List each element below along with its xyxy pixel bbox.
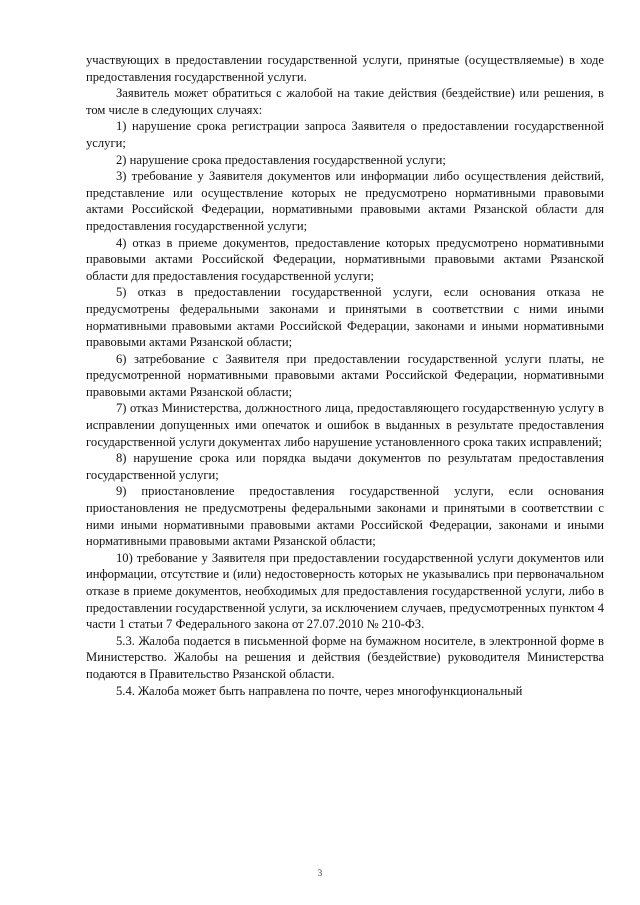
list-item-1: 1) нарушение срока регистрации запроса Заявителя о предоставлении государственной услуги; xyxy=(86,119,604,150)
page-number: 3 xyxy=(317,868,323,878)
list-item-7: 7) отказ Министерства, должностного лица, предоставляющего государственную услугу в исправлении допущенных ими опечаток и ошибок в выданных в результате предоставления государственной услуги документах либо нарушение установленного срока таких исправлений; xyxy=(86,401,604,449)
section-5-4: 5.4. Жалоба может быть направлена по почте, через многофункциональный xyxy=(116,683,523,698)
list-item-8: 8) нарушение срока или порядка выдачи документов по результатам предоставления государственной услуги; xyxy=(86,451,604,482)
list-item-4: 4) отказ в приеме документов, предоставление которых предусмотрено нормативными правовыми актами Российской Федерации, нормативными правовыми актами Рязанской области для предоставления государственной услуги; xyxy=(86,235,604,283)
paragraph-complaint-cases: Заявитель может обратиться с жалобой на такие действия (бездействие) или решения, в том числе в следующих случаях: xyxy=(86,86,604,117)
paragraph-intro-continuation: участвующих в предоставлении государственной услуги, принятые (осуществляемые) в ходе предоставления государственной услуги. xyxy=(86,53,604,84)
section-5-3: 5.3. Жалоба подается в письменной форме на бумажном носителе, в электронной форме в Министерство. Жалобы на решения и действия (бездействие) руководителя Министерства подаются в Правительство Рязанской области. xyxy=(86,633,604,681)
list-item-3: 3) требование у Заявителя документов или информации либо осуществления действий, представление или осуществление которых не предусмотрено нормативными правовыми актами Российской Федерации, нормативными правовыми актами Рязанской области для предоставления государственной услуги; xyxy=(86,169,604,233)
list-item-2: 2) нарушение срока предоставления государственной услуги; xyxy=(116,152,446,167)
body-text xyxy=(86,52,604,699)
list-item-9: 9) приостановление предоставления государственной услуги, если основания приостановления не предусмотрены федеральными законами и принятыми в соответствии с ними иными нормативными правовыми актами Российской Федерации, законами и иными нормативными правовыми актами Рязанской области; xyxy=(86,484,604,549)
list-item-10: 10) требование у Заявителя при предоставлении государственной услуги документов или информации, отсутствие и (или) недостоверность которых не указывались при первоначальном отказе в приеме документов, необходимых для предоставления государственной услуги, либо в предоставлении государственной услуги, за исключением случаев, предусмотренных пунктом 4 части 1 статьи 7 Федерального закона от 27.07.2010 № 210-ФЗ. xyxy=(86,550,604,632)
list-item-6: 6) затребование с Заявителя при предоставлении государственной услуги платы, не предусмотренной нормативными правовыми актами Российской Федерации, нормативными правовыми актами Рязанской области; xyxy=(86,351,604,399)
list-item-5: 5) отказ в предоставлении государственной услуги, если основания отказа не предусмотрены федеральными законами и принятыми в соответствии с ними иными нормативными правовыми актами Российской Федерации, законами и иными нормативными правовыми актами Рязанской области; xyxy=(86,285,604,350)
